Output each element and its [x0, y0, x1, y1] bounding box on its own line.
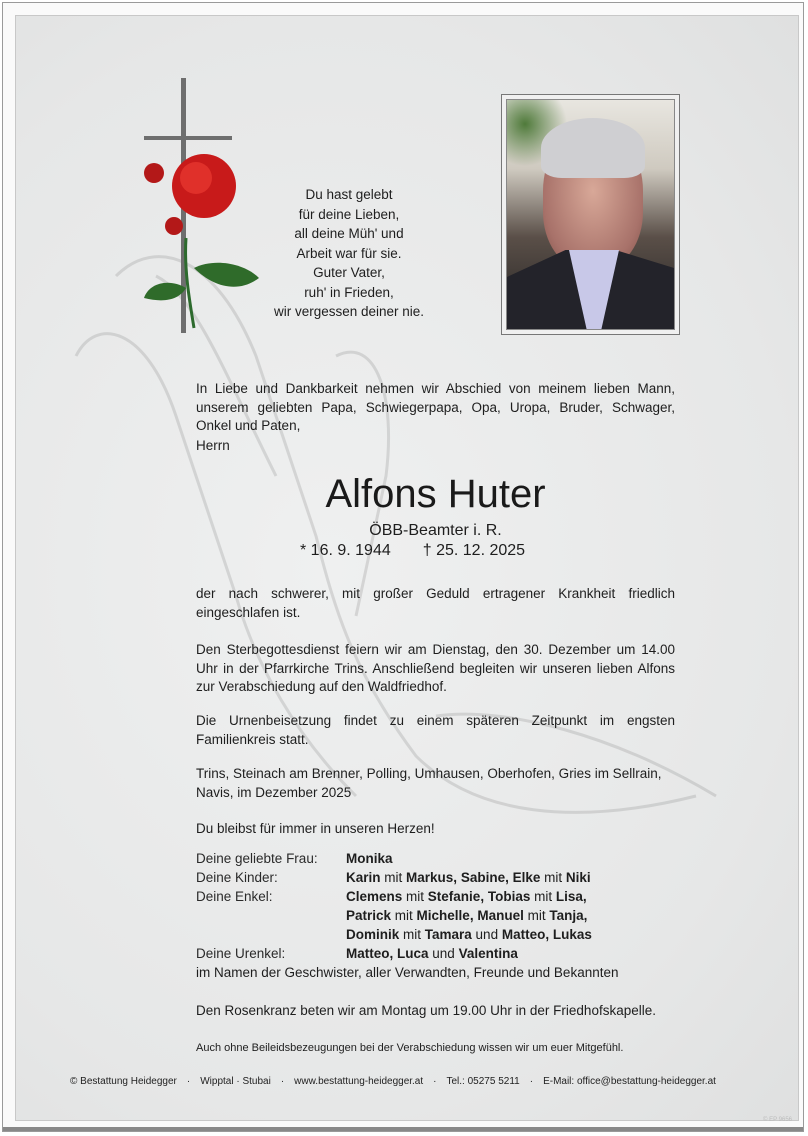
verse-line: Arbeit war für sie.: [296, 245, 402, 261]
name: Tamara: [424, 927, 472, 942]
sep: ,: [582, 889, 587, 904]
separator: ·: [433, 1076, 437, 1087]
paragraph-urn: Die Urnenbeisetzung findet zu einem späteren Zeitpunkt im engsten Familienkreis statt.: [196, 713, 675, 747]
paragraph-hearts: Du bleibst für immer in unseren Herzen!: [196, 821, 435, 836]
name: Stefanie: [427, 889, 481, 904]
verse: [254, 185, 444, 322]
name: Markus: [406, 870, 454, 885]
intro-text: In Liebe und Dankbarkeit nehmen wir Abschied von meinem lieben Mann, unserem geliebten Papa, Schwiegerpapa, Opa, Uropa, Bruder, Schwager, Onkel und Paten,: [196, 381, 675, 433]
family-label: Deine Enkel:: [196, 889, 273, 904]
verse-line: Du hast gelebt: [305, 187, 393, 202]
paragraph-illness: der nach schwerer, mit großer Geduld ertragener Krankheit friedlich eingeschlafen ist.: [196, 586, 675, 620]
paragraph-service: Den Sterbegottesdienst feiern wir am Dienstag, den 30. Dezember um 14.00 Uhr in der Pfarrkirche Trins. Anschließend begleiten wir unseren lieben Alfons zur Verabschiedung auf den Waldfriedhof.: [196, 642, 675, 694]
deceased-title: ÖBB-Beamter i. R.: [369, 522, 502, 539]
template-code: © EP 9656: [763, 1117, 792, 1123]
separator: ·: [280, 1076, 285, 1087]
family-on-behalf: im Namen der Geschwister, aller Verwandten, Freunde und Bekannten: [196, 965, 619, 980]
death-date: † 25. 12. 2025: [422, 542, 526, 559]
sep: ,: [505, 870, 513, 885]
sep: ,: [583, 908, 588, 923]
sep: ,: [453, 870, 461, 885]
name: Luca: [397, 946, 429, 961]
name: Elke: [512, 870, 541, 885]
footer-copyright: © Bestattung Heidegger: [70, 1076, 177, 1087]
verse-line: für deine Lieben,: [298, 206, 400, 222]
sep: ,: [480, 889, 488, 904]
family-names: [346, 868, 591, 887]
herrn-label: Herrn: [196, 438, 230, 453]
family-label: Deine Urenkel:: [196, 946, 286, 961]
cross-with-rose-image: [134, 78, 274, 338]
name: Niki: [565, 870, 591, 885]
name: Manuel: [477, 908, 524, 923]
name: Lisa: [555, 889, 583, 904]
sep: ,: [389, 946, 398, 961]
paragraph-rosary: Den Rosenkranz beten wir am Montag um 19.00 Uhr in der Friedhofskapelle.: [196, 1003, 656, 1018]
sep: ,: [469, 908, 478, 923]
footer: [70, 1076, 716, 1087]
separator: ·: [186, 1076, 191, 1087]
life-dates: [300, 542, 600, 560]
family-list: [196, 849, 618, 982]
verse-line: all deine Müh' und: [294, 226, 404, 241]
connector: mit: [523, 908, 550, 923]
family-name: Monika: [346, 851, 393, 866]
connector: mit: [391, 908, 417, 923]
connector: mit: [380, 870, 407, 885]
name: Michelle: [416, 908, 470, 923]
connector: mit: [540, 870, 566, 885]
name: Karin: [346, 870, 381, 885]
deceased-name: Alfons Huter: [325, 472, 546, 516]
connector: mit: [402, 889, 428, 904]
footer-website-link[interactable]: www.bestattung-heidegger.at: [294, 1076, 424, 1087]
name: Matteo: [501, 927, 546, 942]
paragraph-sympathy: Auch ohne Beileidsbezeugungen bei der Verabschiedung wissen wir um euer Mitgefühl.: [196, 1042, 624, 1054]
family-label: Deine geliebte Frau:: [196, 851, 318, 866]
footer-email-link[interactable]: E-Mail: office@bestattung-heidegger.at: [543, 1076, 716, 1087]
verse-line: wir vergessen deiner nie.: [273, 304, 425, 319]
name: Valentina: [458, 946, 518, 961]
footer-region: Wipptal · Stubai: [200, 1076, 271, 1087]
connector: mit: [530, 889, 556, 904]
footer-phone: Tel.: 05275 5211: [446, 1076, 520, 1087]
name: Matteo: [346, 946, 390, 961]
birth-date: * 16. 9. 1944: [300, 542, 391, 559]
separator: ·: [529, 1076, 534, 1087]
family-label: Deine Kinder:: [196, 870, 278, 885]
name: Tobias: [487, 889, 531, 904]
name: Sabine: [460, 870, 506, 885]
name: Tanja: [549, 908, 584, 923]
connector: und: [471, 927, 502, 942]
paragraph-places: Trins, Steinach am Brenner, Polling, Umhausen, Oberhofen, Gries im Sellrain, Navis, im Dezember 2025: [196, 766, 662, 800]
verse-line: ruh' in Frieden,: [304, 284, 394, 300]
name: Lukas: [552, 927, 592, 942]
portrait-photo: [501, 94, 680, 335]
sep: ,: [545, 927, 553, 942]
name: Clemens: [346, 889, 403, 904]
name: Patrick: [346, 908, 392, 923]
verse-line: Guter Vater,: [313, 265, 385, 280]
name: Dominik: [346, 927, 400, 942]
connector: mit: [399, 927, 425, 942]
connector: und: [428, 946, 459, 961]
